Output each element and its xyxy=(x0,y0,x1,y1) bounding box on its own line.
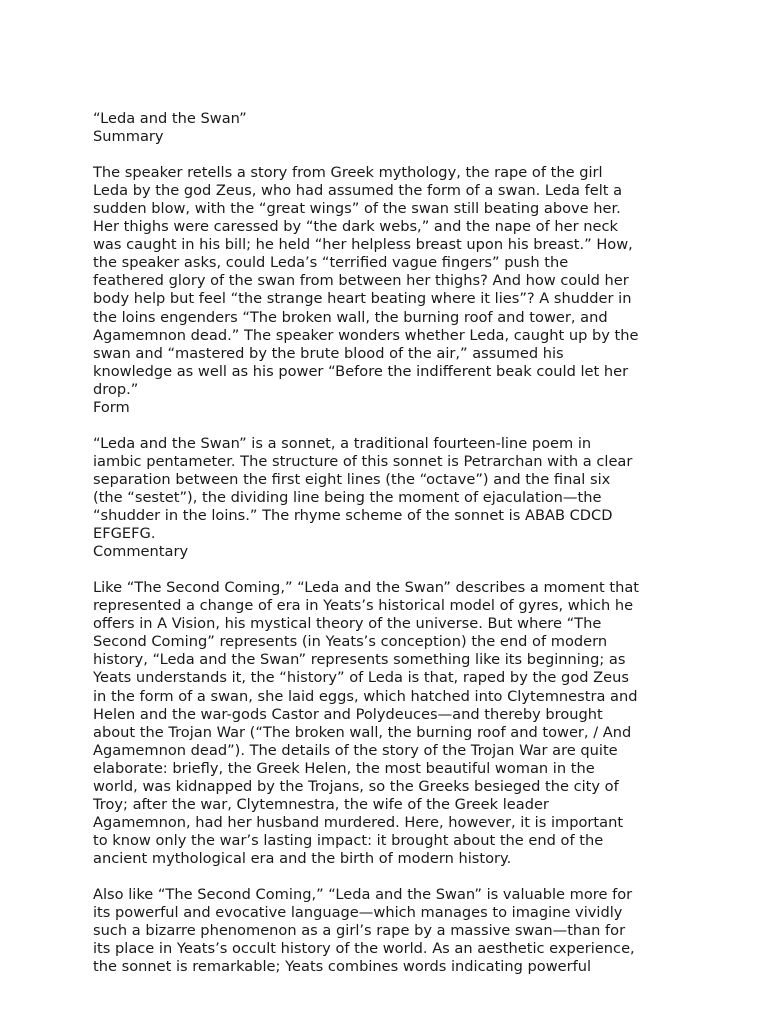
text-line: such a bizarre phenomenon as a girl’s rape by a massive swan—than for xyxy=(93,922,626,940)
paragraph-gap xyxy=(93,868,693,886)
text-line: elaborate: briefly, the Greek Helen, the most beautiful woman in the xyxy=(93,759,595,777)
text-line: Leda by the god Zeus, who had assumed the form of a swan. Leda felt a xyxy=(93,182,623,200)
text-line: “Leda and the Swan” is a sonnet, a traditional fourteen-line poem in xyxy=(93,434,592,452)
text-line: the sonnet is remarkable; Yeats combines words indicating powerful xyxy=(93,958,592,976)
paragraph-gap xyxy=(93,417,693,435)
text-line: sudden blow, with the “great wings” of the swan still beating above her. xyxy=(93,200,621,218)
text-line: The speaker retells a story from Greek mythology, the rape of the girl xyxy=(93,164,603,182)
text-line: the speaker asks, could Leda’s “terrified vague fingers” push the xyxy=(93,254,569,272)
text-line: iambic pentameter. The structure of this sonnet is Petrarchan with a clear xyxy=(93,452,633,470)
form-paragraph xyxy=(93,435,693,543)
text-line: offers in A Vision, his mystical theory of the universe. But where “The xyxy=(93,615,602,633)
commentary-paragraph-2 xyxy=(93,886,693,976)
document-title: “Leda and the Swan” xyxy=(93,110,247,127)
text-line: feathered glory of the swan from between her thighs? And how could her xyxy=(93,272,629,290)
paragraph-gap xyxy=(93,561,693,579)
text-line: was caught in his bill; he held “her helpless breast upon his breast.” How, xyxy=(93,236,633,254)
text-line: “shudder in the loins.” The rhyme scheme of the sonnet is ABAB CDCD xyxy=(93,507,613,525)
text-line: Troy; after the war, Clytemnestra, the wife of the Greek leader xyxy=(93,795,549,813)
form-heading: Form xyxy=(93,398,130,416)
text-line: separation between the first eight lines (the “octave”) and the final six xyxy=(93,470,611,488)
text-line: represented a change of era in Yeats’s historical model of gyres, which he xyxy=(93,597,634,615)
text-line: body help but feel “the strange heart beating where it lies”? A shudder in xyxy=(93,290,632,308)
commentary-paragraph-1 xyxy=(93,579,693,868)
text-line: about the Trojan War (“The broken wall, the burning roof and tower, / And xyxy=(93,723,632,741)
text-line: swan and “mastered by the brute blood of the air,” assumed his xyxy=(93,344,564,362)
text-line: in the form of a swan, she laid eggs, which hatched into Clytemnestra and xyxy=(93,687,638,705)
commentary-heading: Commentary xyxy=(93,543,189,561)
text-line: world, was kidnapped by the Trojans, so the Greeks besieged the city of xyxy=(93,777,619,795)
text-line: Second Coming” represents (in Yeats’s conception) the end of modern xyxy=(93,633,608,651)
text-line: to know only the war’s lasting impact: it brought about the end of the xyxy=(93,831,604,849)
text-line: Like “The Second Coming,” “Leda and the Swan” describes a moment that xyxy=(93,579,640,597)
document-page xyxy=(93,110,693,976)
text-line: Also like “The Second Coming,” “Leda and the Swan” is valuable more for xyxy=(93,886,633,904)
text-line: Agamemnon, had her husband murdered. Here, however, it is important xyxy=(93,813,624,831)
text-line: history, “Leda and the Swan” represents something like its beginning; as xyxy=(93,651,626,669)
text-line: Agamemnon dead”). The details of the story of the Trojan War are quite xyxy=(93,741,618,759)
text-line: (the “sestet”), the dividing line being the moment of ejaculation—the xyxy=(93,488,602,506)
text-line: Agamemnon dead.” The speaker wonders whether Leda, caught up by the xyxy=(93,326,639,344)
text-line: drop.” xyxy=(93,380,139,398)
summary-heading: Summary xyxy=(93,128,164,146)
text-line: its powerful and evocative language—which manages to imagine vividly xyxy=(93,904,623,922)
text-line: Yeats understands it, the “history” of Leda is that, raped by the god Zeus xyxy=(93,669,629,687)
summary-paragraph xyxy=(93,164,693,399)
text-line: Helen and the war-gods Castor and Polydeuces—and thereby brought xyxy=(93,705,603,723)
text-line: ancient mythological era and the birth of modern history. xyxy=(93,849,512,867)
text-line: the loins engenders “The broken wall, the burning roof and tower, and xyxy=(93,308,608,326)
text-line: EFGEFG. xyxy=(93,525,156,543)
text-line: its place in Yeats’s occult history of the world. As an aesthetic experience, xyxy=(93,940,635,958)
paragraph-gap xyxy=(93,146,693,164)
text-line: knowledge as well as his power “Before the indifferent beak could let her xyxy=(93,362,629,380)
text-line: Her thighs were caressed by “the dark webs,” and the nape of her neck xyxy=(93,218,618,236)
